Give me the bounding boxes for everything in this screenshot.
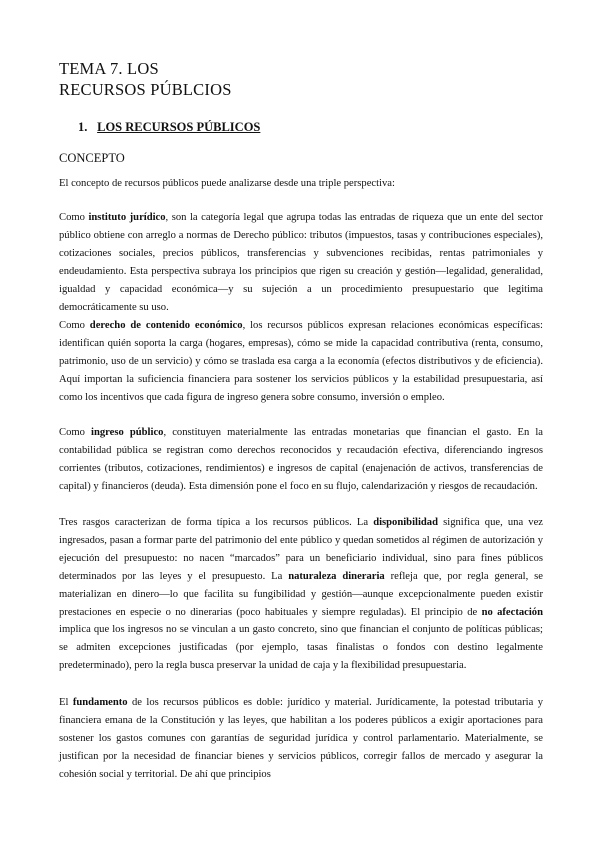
p4-text-g: implica que los ingresos no se vinculan a un gasto concreto, sino que financian el conjunto de políticas públicas; se admiten excepciones justificadas (por ejemplo, tasas finalistas o fondos con destino legalmente predeterminado), pero la regla busca preservar la unidad de caja y la flexibilidad presupuestaria. [59, 624, 543, 672]
p3-text-c: , constituyen materialmente las entradas monetarias que financian el gasto. En la contabilidad pública se registran como derechos reconocidos y recaudación efectiva, diferenciando ingresos corrientes (tributos, cotizaciones, rendimientos) e ingresos de capital (enajenación de activos, transferencias de capital) y financieros (deuda). Esta dimensión pone el foco en su flujo, calendarización y riesgos de recaudación. [59, 427, 543, 492]
paragraph-fundamento [59, 694, 543, 784]
p4-text-e: refleja que, por regla general, se materializan en dinero—lo que facilita su fungibilidad y gestión—aunque excepcionalmente pueden existir prestaciones en especie o no dinerarias (poco habituales y siempre reguladas). El principio de [59, 570, 543, 618]
section-heading [78, 120, 260, 135]
p2-text-c: , los recursos públicos expresan relaciones económicas específicas: identifican quién soporta la carga (hogares, empresas), cómo se mide la capacidad contributiva (renta, consumo, patrimonio, uso de un servicio) y cómo se traslada esa carga a la economía (efectos distributivos y de eficiencia). Aquí importan la suficiencia financiera para sostener los servicios públicos y la estabilidad presupuestaria, así como los incentivos que cada figura de ingreso genera sobre consumo, inversión o empleo. [59, 320, 543, 403]
p2-bold-term: derecho de contenido económico [89, 320, 243, 331]
p1-text-c: , son la categoría legal que agrupa todas las entradas de riqueza que un ente del sector público obtiene con arreglo a normas de Derecho público: tributos (impuestos, tasas y contribuciones especiales), cotizaciones sociales, precios públicos, transferencias y subvenciones recibidas, rentas patrimoniales y endeudamiento. Esta perspectiva subraya los principios que rigen su creación y gestión—legalidad, generalidad, igualdad y capacidad económica—y su sujeción a un procedimiento presupuestario que legitima democráticamente su uso. [59, 212, 543, 313]
p4-text-a: Tres rasgos caracterizan de forma típica a los recursos públicos. La [59, 517, 374, 528]
paragraph-ingreso-publico [59, 424, 543, 496]
p1-bold-term: instituto jurídico [88, 212, 166, 223]
title-line-1: TEMA 7. LOS [59, 59, 159, 78]
p4-text-c: significa que, una vez ingresados, pasan a formar parte del patrimonio del ente público y quedan sometidos al régimen de autorización y ejecución del presupuesto: no nacen “marcados” para un beneficiario individual, sino para fines públicos determinados por las leyes y el presupuesto. La [59, 517, 544, 582]
concept-heading: CONCEPTO [59, 151, 125, 165]
p4-bold-disponibilidad: disponibilidad [373, 517, 438, 528]
paragraph-instituto-juridico [59, 209, 543, 316]
section-number: 1. [78, 120, 88, 134]
p5-text-a: El [59, 697, 73, 708]
p2-text-a: Como [59, 320, 90, 331]
p3-bold-term: ingreso público [91, 427, 164, 438]
p1-text-a: Como [59, 212, 89, 223]
p3-text-a: Como [59, 427, 92, 438]
p4-bold-naturaleza-dineraria: naturaleza dineraria [288, 570, 385, 582]
title-line-2: RECURSOS PÚBLCIOS [59, 80, 232, 99]
page-title [59, 58, 232, 100]
intro-paragraph: El concepto de recursos públicos puede analizarse desde una triple perspectiva: [59, 178, 395, 189]
p5-text-c: de los recursos públicos es doble: jurídico y material. Jurídicamente, la potestad tributaria y financiera emana de la Constitución y las leyes, que habilitan a los poderes públicos a exigir aportaciones para sostener los gastos comunes con garantías de seguridad jurídica y control parlamentario. Materialmente, se justifican por la necesidad de financiar bienes y servicios públicos, corregir fallos de mercado y asegurar la cohesión social y territorial. De ahí que principios [59, 697, 543, 780]
p5-bold-fundamento: fundamento [72, 697, 128, 708]
p4-bold-no-afectacion: no afectación [481, 606, 543, 618]
section-label: LOS RECURSOS PÚBLICOS [97, 120, 261, 134]
paragraph-rasgos [59, 514, 543, 675]
paragraph-derecho-contenido-economico [59, 317, 543, 407]
